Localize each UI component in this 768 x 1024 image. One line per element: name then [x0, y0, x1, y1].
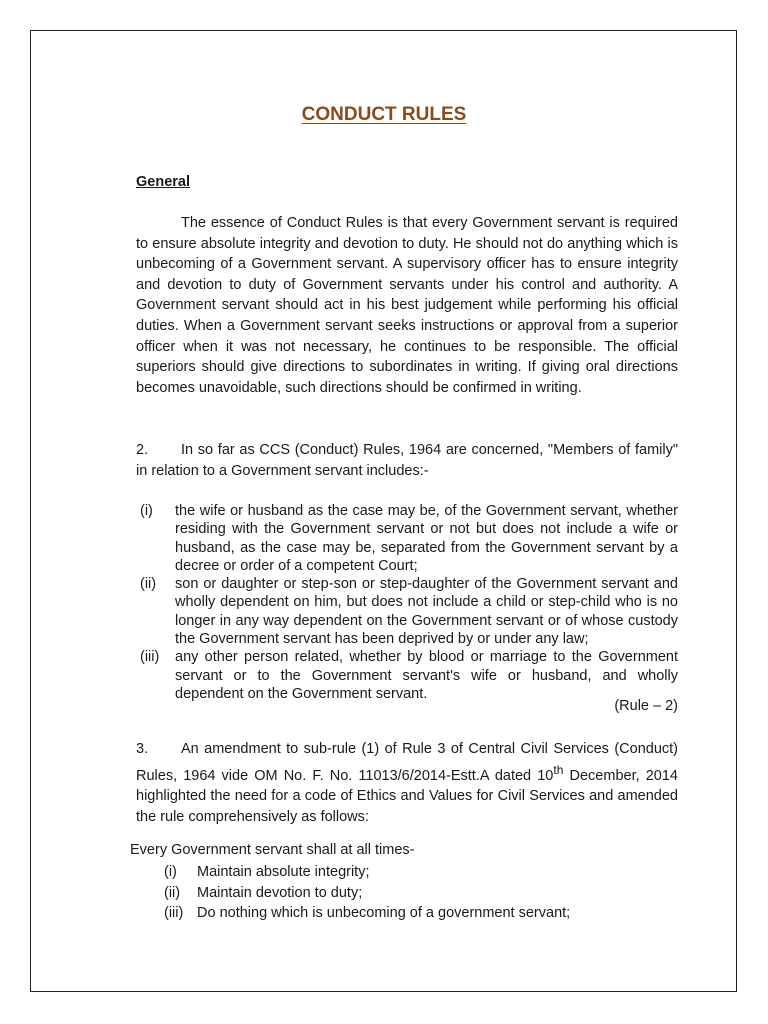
list-marker: (i) — [140, 503, 153, 519]
list-item-text: Maintain absolute integrity; — [197, 864, 370, 880]
list-marker: (i) — [164, 864, 177, 880]
list-marker: (ii) — [140, 576, 157, 593]
list-item-text: son or daughter or step-son or step-daughter of the Government servant and wholly dependent on him, but does not include a child or step-child who is no longer in any way dependent on the Government servant or of whose custody the Government servant has been deprived by or under any law; — [175, 576, 678, 648]
list-item — [136, 648, 678, 703]
paragraph-text-continued: December, 2014 highlighted the need for a code of Ethics and Values for Civil Services and amended the rule comprehensively as follows: — [136, 767, 678, 825]
paragraph-number: 2. — [136, 442, 149, 458]
family-members-list — [136, 502, 678, 703]
list-item-text: the wife or husband as the case may be, of the Government servant, whether residing with the Government servant or not but does not include a wife or husband, as the case may be, separated from the Government servant by a decree or order of a competent Court; — [175, 503, 678, 574]
list-item — [164, 903, 570, 924]
list-marker: (iii) — [164, 905, 184, 921]
list-marker: (iii) — [140, 649, 160, 666]
paragraph-text: An amendment to sub-rule (1) of Rule 3 of Central Civil Services (Conduct) Rules, 1964 vide OM No. F. No. 11013/6/2014-Estt.A dated 10 — [136, 741, 678, 784]
paragraph-3 — [136, 739, 678, 827]
duties-list — [164, 862, 570, 924]
list-marker: (ii) — [164, 884, 181, 901]
rule-reference: (Rule – 2) — [614, 698, 678, 714]
list-item — [164, 862, 570, 883]
list-item-text: Do nothing which is unbecoming of a government servant; — [197, 905, 571, 921]
section-heading-general: General — [136, 174, 190, 190]
paragraph-text: In so far as CCS (Conduct) Rules, 1964 are concerned, "Members of family" in relation to a Government servant includes:- — [136, 442, 678, 479]
document-title — [0, 104, 768, 126]
list-item-text: Maintain devotion to duty; — [197, 884, 363, 901]
list-item — [136, 575, 678, 648]
intro-paragraph: The essence of Conduct Rules is that every Government servant is required to ensure absolute integrity and devotion to duty. He should not do anything which is unbecoming of a Government servant. A supervisory officer has to ensure integrity and devotion to duty of Government servants under his control and authority. A Government servant should act in his best judgement while performing his official duties. When a Government servant seeks instructions or approval from a superior officer when it was not necessary, he continues to be responsible. The official superiors should give directions to subordinates in writing. If giving oral directions becomes unavoidable, such directions should be confirmed in writing. — [136, 215, 678, 396]
document-title-text: CONDUCT RULES — [301, 104, 467, 125]
paragraph-number: 3. — [136, 741, 149, 757]
duties-lead: Every Government servant shall at all times- — [130, 842, 415, 858]
paragraph-2 — [136, 440, 678, 481]
ordinal-superscript: th — [553, 762, 564, 777]
list-item-text: any other person related, whether by blood or marriage to the Government servant or to the Government servant's wife or husband, and wholly dependent on the Government servant. — [175, 649, 678, 702]
list-item — [164, 883, 570, 904]
list-item — [136, 502, 678, 575]
